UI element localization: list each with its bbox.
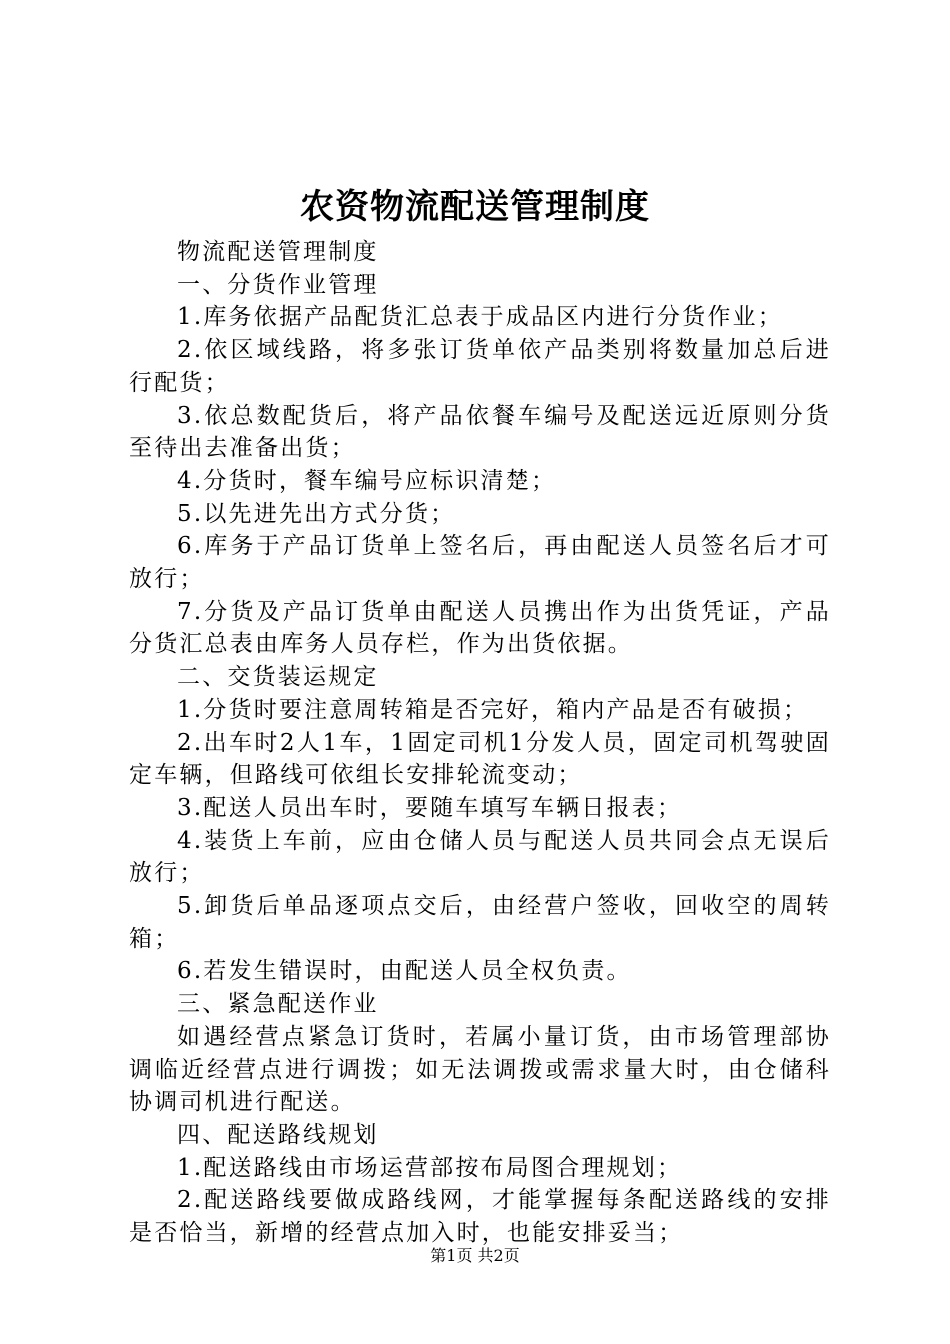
section-heading: 四、配送路线规划 [177, 1121, 379, 1148]
paragraph: 3.依总数配货后，将产品依餐车编号及配送远近原则分货至待出去准备出货； [129, 402, 831, 462]
paragraph: 5.以先进先出方式分货； [177, 500, 456, 527]
document-title: 农资物流配送管理制度 [300, 187, 650, 227]
paragraph: 物流配送管理制度 [177, 239, 379, 265]
document-body [129, 236, 831, 1250]
section-heading: 一、分货作业管理 [177, 271, 379, 298]
paragraph: 1.分货时要注意周转箱是否完好，箱内产品是否有破损； [177, 696, 809, 723]
paragraph: 2.出车时2人1车，1固定司机1分发人员，固定司机驾驶固定车辆，但路线可依组长安排轮流变动； [129, 729, 831, 789]
paragraph: 6.库务于产品订货单上签名后，再由配送人员签名后才可放行； [129, 533, 831, 593]
page-number-footer: 第1页 共2页 [430, 1246, 520, 1265]
paragraph: 2.配送路线要做成路线网，才能掌握每条配送路线的安排是否恰当，新增的经营点加入时，也能安排妥当； [129, 1187, 831, 1247]
paragraph: 1.配送路线由市场运营部按布局图合理规划； [177, 1154, 683, 1181]
paragraph: 4.装货上车前，应由仓储人员与配送人员共同会点无误后放行； [129, 827, 831, 887]
paragraph: 7.分货及产品订货单由配送人员携出作为出货凭证，产品分货汇总表由库务人员存栏，作为出货依据。 [129, 598, 831, 658]
paragraph: 6.若发生错误时，由配送人员全权负责。 [177, 958, 632, 985]
section-heading: 三、紧急配送作业 [177, 991, 379, 1018]
paragraph: 5.卸货后单品逐项点交后，由经营户签收，回收空的周转箱； [129, 893, 831, 952]
paragraph: 4.分货时，餐车编号应标识清楚； [177, 467, 557, 494]
paragraph: 2.依区域线路，将多张订货单依产品类别将数量加总后进行配货； [129, 337, 831, 396]
section-heading: 二、交货装运规定 [177, 664, 379, 691]
paragraph: 如遇经营点紧急订货时，若属小量订货，由市场管理部协调临近经营点进行调拨；如无法调拨或需求量大时，由仓储科协调司机进行配送。 [129, 1023, 831, 1116]
paragraph: 3.配送人员出车时，要随车填写车辆日报表； [177, 794, 683, 821]
paragraph: 1.库务依据产品配货汇总表于成品区内进行分货作业； [177, 304, 783, 331]
